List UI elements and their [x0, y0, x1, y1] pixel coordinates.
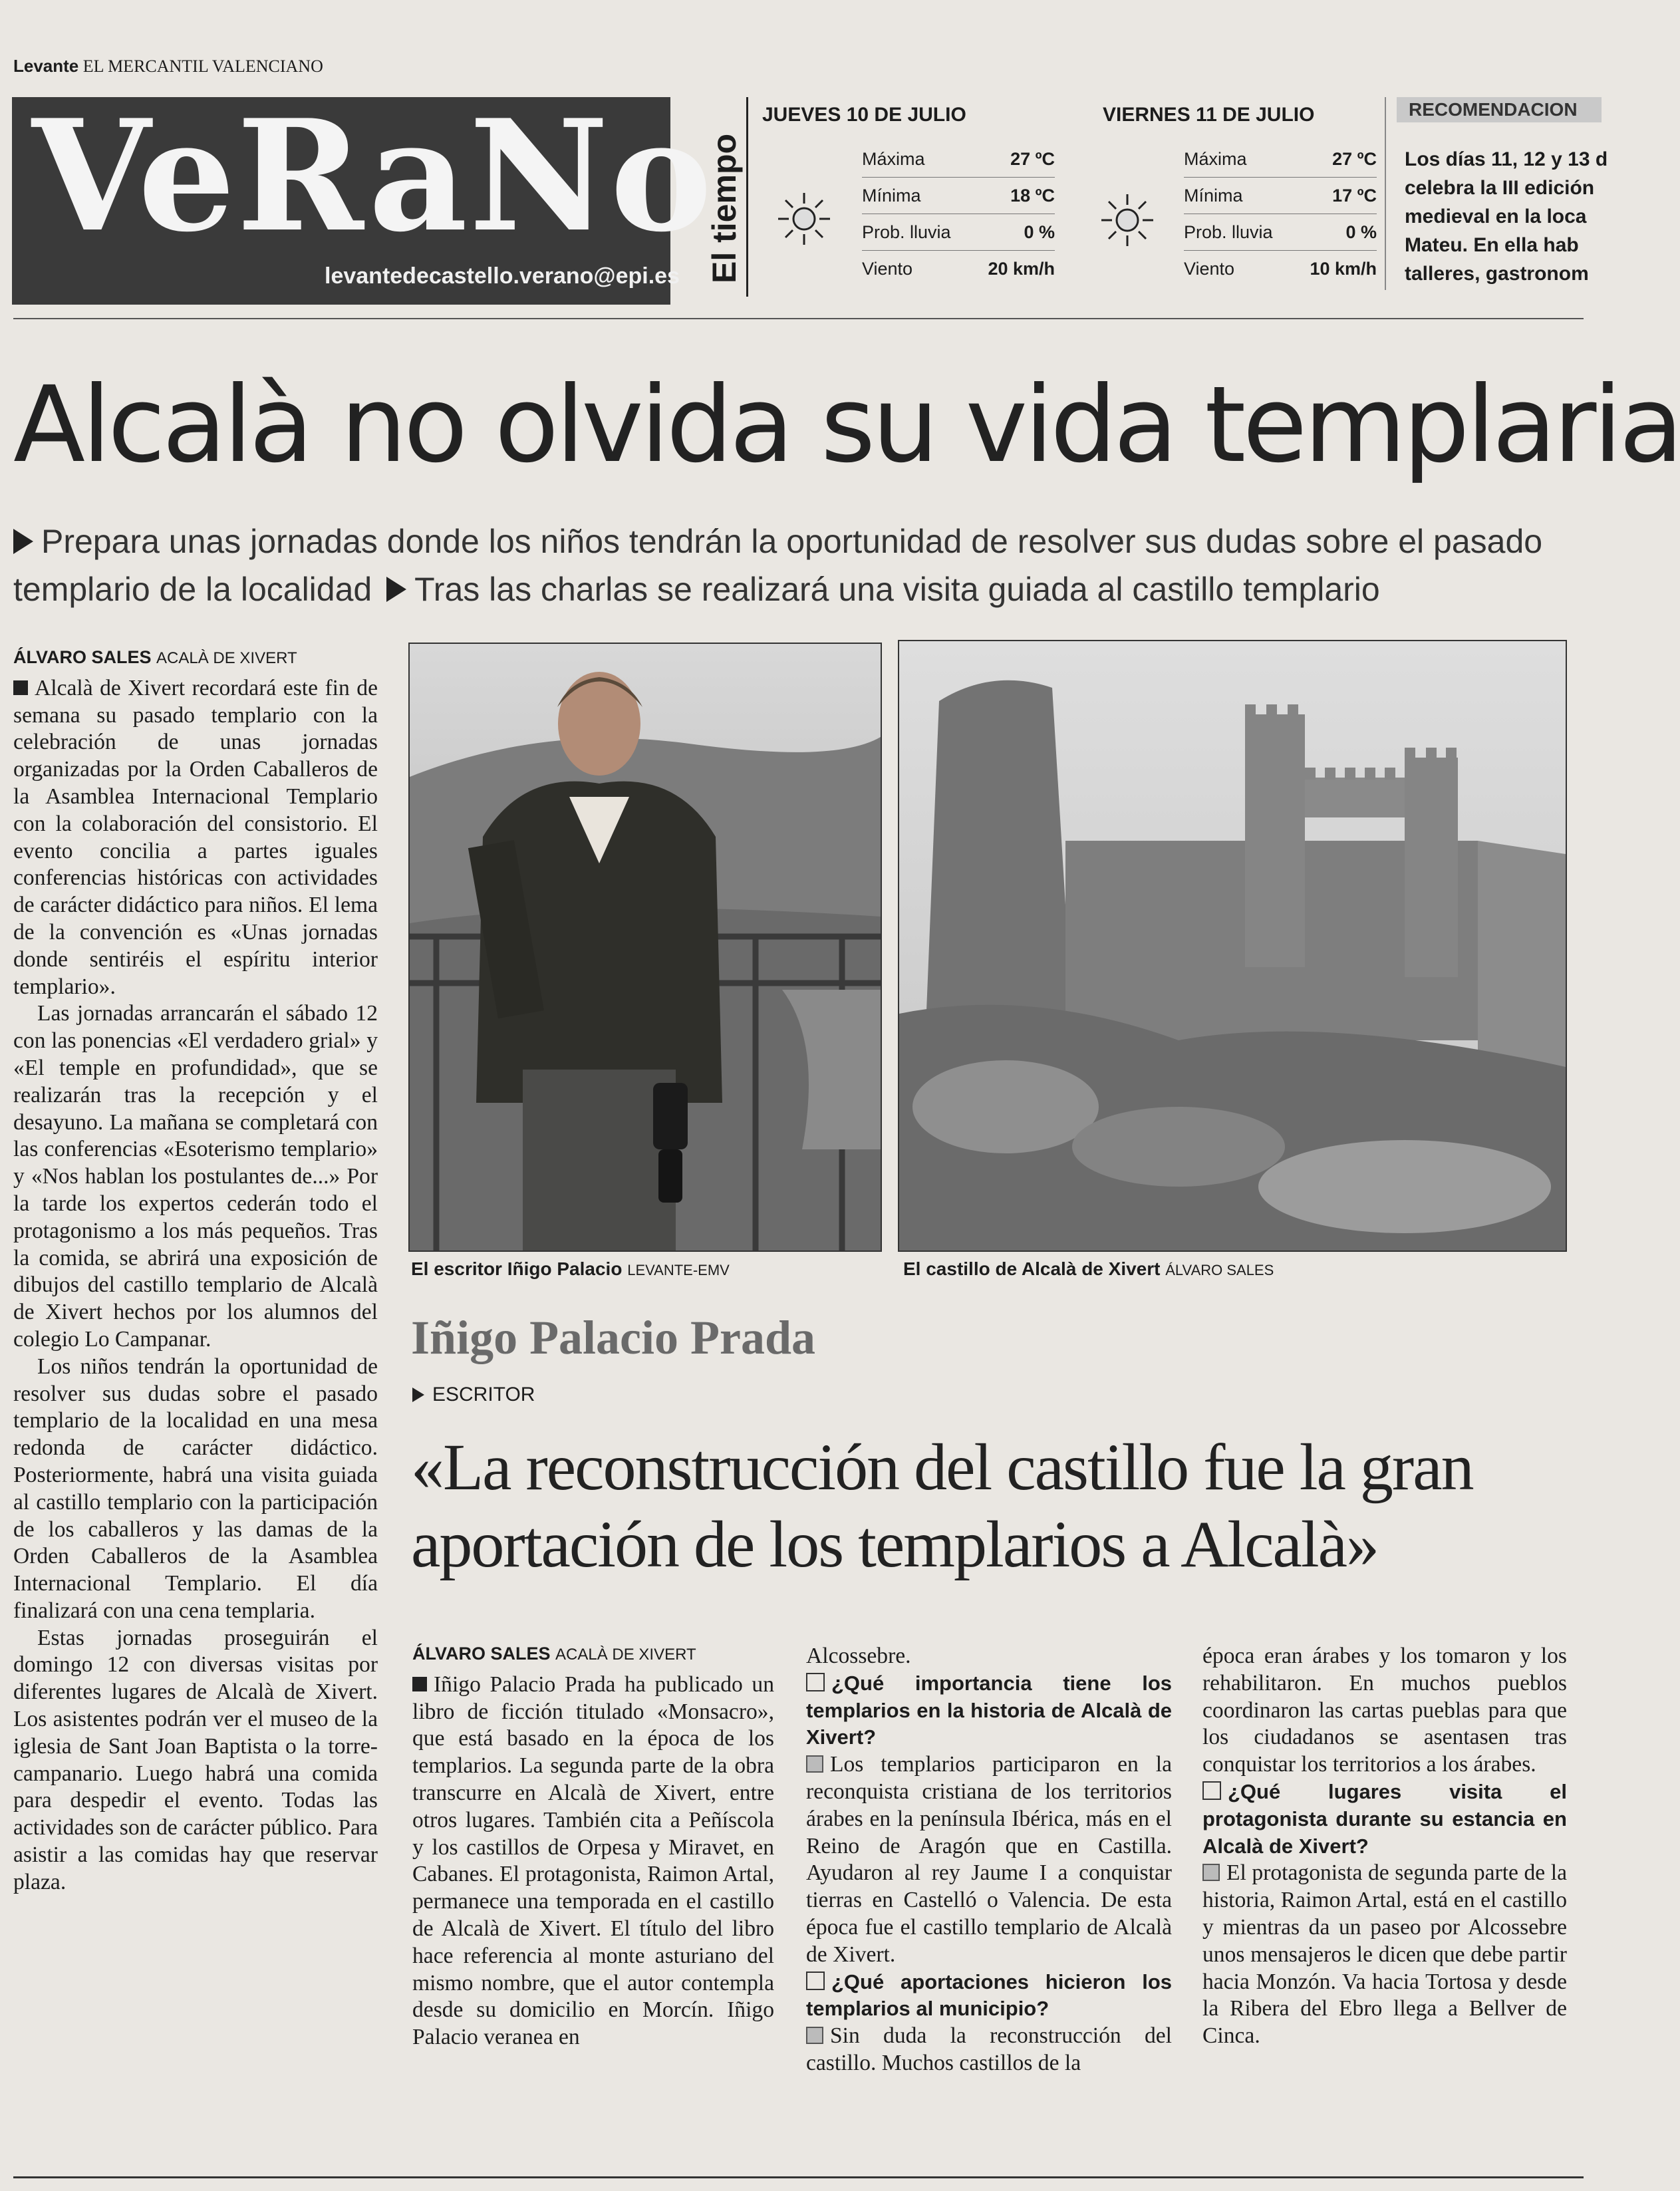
section-title: VeRaNo — [32, 86, 714, 266]
bottom-rule — [13, 2176, 1584, 2178]
article-paragraph: Los niños tendrán la oportunidad de resolver sus dudas sobre el pasado templario de la localidad en una mesa redonda de carácter didáctico. Posteriormente, habrá una visita guiada al castillo templario con la participación de los caballeros y las damas de la Orden Caballeros de la Asamblea Internacional Templario. El día finalizará con una cena templaria. — [13, 1354, 378, 1623]
weather-day-1-table — [862, 141, 1055, 287]
weather-row-value: 17 ºC — [1332, 185, 1377, 206]
answer-marker-icon — [806, 1755, 823, 1773]
weather-row-label: Mínima — [862, 185, 921, 206]
article-paragraph — [13, 675, 378, 1001]
weather-row-min — [1184, 178, 1377, 214]
subhead-part-1: Prepara unas jornadas donde los niños tendrán la oportunidad de resolver sus dudas sobre el pasado templario de la localidad — [13, 523, 1543, 608]
byline-location: ACALÀ DE XIVERT — [156, 649, 297, 667]
photo-writer — [408, 643, 882, 1252]
continuation-text: Alcossebre. — [806, 1644, 911, 1668]
recommendations-line: medieval en la loca — [1405, 206, 1587, 227]
recommendations-line: talleres, gastronom — [1405, 263, 1589, 285]
masthead-brand: Levante — [13, 56, 79, 76]
byline-location: ACALÀ DE XIVERT — [555, 1646, 696, 1664]
article-paragraph: Estas jornadas proseguirán el domingo 12 con diversas visitas por diferentes lugares de Alcalà de Xivert. Los asistentes podrán ver el museo de la iglesia de Sant Joan Baptista o la torre-campanario. Luego habrá una comida para despedir el evento. Todas las actividades son de carácter público. Para asistir a las comidas hay que reservar plaza. — [13, 1625, 378, 1894]
section-email: levantedecastello.verano@epi.es — [325, 263, 680, 289]
weather-row-rain — [1184, 214, 1377, 251]
interviewee-name: Iñigo Palacio Prada — [411, 1311, 815, 1364]
article-headline: Alcalà no olvida su vida templaria — [13, 364, 1680, 486]
sun-icon — [1099, 192, 1156, 249]
recommendations-divider — [1385, 97, 1386, 290]
weather-row-min — [862, 178, 1055, 214]
weather-row-max — [1184, 141, 1377, 178]
arrow-icon — [13, 529, 33, 554]
weather-row-label: Viento — [862, 258, 913, 279]
weather-row-max — [862, 141, 1055, 178]
question-text: ¿Qué importancia tiene los templarios en la historia de Alcalà de Xivert? — [806, 1671, 1172, 1749]
weather-row-label: Máxima — [862, 148, 925, 169]
answer-marker-icon — [806, 2027, 823, 2044]
weather-day-2-table — [1184, 141, 1377, 287]
recommendations-title: RECOMENDACION — [1397, 97, 1602, 122]
recommendations-line: Mateu. En ella hab — [1405, 234, 1579, 256]
photo-castle — [898, 640, 1567, 1252]
weather-row-label: Viento — [1184, 258, 1235, 279]
article-body — [13, 644, 378, 1896]
caption-text: El escritor Iñigo Palacio — [411, 1258, 623, 1279]
photo-castle-caption — [903, 1258, 1274, 1280]
interview-answer-3 — [1202, 1860, 1567, 2050]
answer-text: Sin duda la reconstrucción del castillo. Muchos castillos de la — [806, 2023, 1172, 2075]
weather-row-value: 0 % — [1024, 221, 1055, 242]
weather-row-value: 27 ºC — [1332, 148, 1377, 169]
paragraph-marker-icon — [13, 680, 28, 695]
interview-quote: «La reconstrucción del castillo fue la gran aportación de los templarios a Alcalà» — [411, 1430, 1473, 1581]
interview-question-2 — [806, 1969, 1172, 2023]
sun-icon — [775, 190, 833, 247]
interview-answer-2 — [806, 2023, 1172, 2077]
answer-marker-icon — [1202, 1864, 1220, 1881]
intro-text: Iñigo Palacio Prada ha publicado un libro de ficción titulado «Monsacro», que está basado en la época de los templarios. La segunda parte de la obra transcurre en Alcalà de Xivert, entre otros lugares. También cita a Peñíscola y los castillos de Orpesa y Miravet, en Cabanes. El protagonista, Raimon Artal, permanece una temporada en el castillo de Alcalà de Xivert. El título del libro hace referencia al monte asturiano del mismo nombre, que el autor contempla desde su domicilio en Morcín. Iñigo Palacio veranea en — [412, 1672, 774, 2050]
continuation-text: época eran árabes y los tomaron y los rehabilitaron. En muchos pueblos coordinaron las cartas pueblas para que los ciudadanos se asentasen tras conquistar los territorios a los árabes. — [1202, 1644, 1567, 1777]
castle-photo-image — [899, 641, 1566, 1250]
writer-photo-image — [410, 644, 881, 1250]
weather-day-2-title: VIERNES 11 DE JULIO — [1103, 104, 1315, 126]
article-paragraph: Las jornadas arrancarán el sábado 12 con las ponencias «El verdadero grial» y «El temple en profundidad», que se realizarán tras la recepción y el desayuno. La mañana se completará con las conferencias «Esoterismo templario» y «Nos hablan los postulantes de...» Por la tarde los expertos cederán todo el protagonismo a los más pequeños. Tras la comida, se abrirá una exposición de dibujos del castillo templario de Alcalà de Xivert hechos por los alumnos del colegio Lo Campanar. — [13, 1001, 378, 1352]
subhead-part-2: Tras las charlas se realizará una visita guiada al castillo templario — [414, 571, 1380, 608]
paragraph-marker-icon — [412, 1677, 427, 1691]
caption-credit: ÁLVARO SALES — [1165, 1262, 1274, 1278]
weather-row-label: Prob. lluvia — [1184, 221, 1273, 242]
weather-row-wind — [862, 251, 1055, 287]
arrow-icon — [412, 1388, 424, 1402]
weather-row-value: 20 km/h — [988, 258, 1055, 279]
weather-divider — [746, 97, 748, 297]
answer-text: Los templarios participaron en la reconquista cristiana de los territorios árabes en la península Ibérica, más en el Reino de Aragón que en Castilla. Ayudaron al rey Jaume I a conquistar tierras en Castelló o Valencia. De esta época fue el castillo templario de Alcalà de Xivert. — [806, 1752, 1172, 1967]
answer-text: El protagonista de segunda parte de la historia, Raimon Artal, está en el castillo y mientras da un paseo por Alcossebre unos mensajeros le dicen que debe partir hacia Monzón. Va hacia Tortosa y desde la Ribera del Ebro llega a Bellver de Cinca. — [1202, 1860, 1567, 2049]
question-text: ¿Qué aportaciones hicieron los templarios al municipio? — [806, 1970, 1172, 2021]
byline-author: ÁLVARO SALES — [13, 647, 152, 667]
weather-row-value: 10 km/h — [1310, 258, 1377, 279]
interview-col-2 — [806, 1643, 1172, 2077]
interview-intro — [412, 1672, 774, 2051]
question-marker-icon — [806, 1972, 825, 1990]
question-marker-icon — [1202, 1781, 1221, 1800]
recommendations-line: celebra la III edición — [1405, 177, 1595, 199]
top-rule — [13, 318, 1584, 319]
article-byline — [13, 644, 378, 672]
recommendations-line: Los días 11, 12 y 13 d — [1405, 148, 1608, 170]
arrow-icon — [386, 577, 406, 602]
masthead — [13, 56, 323, 76]
weather-row-rain — [862, 214, 1055, 251]
caption-text: El castillo de Alcalà de Xivert — [903, 1258, 1161, 1279]
interview-col-3 — [1202, 1643, 1567, 2050]
article-subhead — [13, 517, 1563, 613]
weather-day-1-title: JUEVES 10 DE JULIO — [762, 104, 966, 126]
caption-credit: LEVANTE-EMV — [627, 1262, 730, 1278]
interview-question-1 — [806, 1670, 1172, 1751]
weather-row-value: 0 % — [1345, 221, 1377, 242]
interviewee-role — [412, 1384, 535, 1406]
role-text: ESCRITOR — [432, 1384, 535, 1405]
weather-row-value: 27 ºC — [1010, 148, 1055, 169]
weather-label-text: El tiempo — [706, 133, 743, 283]
masthead-brand-sub: EL MERCANTIL VALENCIANO — [82, 57, 323, 76]
weather-row-label: Máxima — [1184, 148, 1247, 169]
weather-row-label: Mínima — [1184, 185, 1243, 206]
byline-author: ÁLVARO SALES — [412, 1644, 551, 1664]
weather-label — [700, 117, 741, 283]
weather-row-wind — [1184, 251, 1377, 287]
interview-answer-1 — [806, 1751, 1172, 1968]
question-text: ¿Qué lugares visita el protagonista durante su estancia en Alcalà de Xivert? — [1202, 1779, 1567, 1858]
interview-byline — [412, 1640, 774, 1669]
weather-row-label: Prob. lluvia — [862, 221, 951, 242]
photo-writer-caption — [411, 1258, 730, 1280]
interview-col-1 — [412, 1640, 774, 2051]
weather-row-value: 18 ºC — [1010, 185, 1055, 206]
interview-question-3 — [1202, 1779, 1567, 1860]
question-marker-icon — [806, 1673, 825, 1691]
paragraph-text: Alcalà de Xivert recordará este fin de semana su pasado templario con la celebración de unas jornadas organizadas por la Orden Caballeros de la Asamblea Internacional Templario con la colaboración del consistorio. El evento concilia a partes iguales conferencias históricas con actividades de carácter didáctico para niños. El lema de la convención es «Unas jornadas donde sentiréis el espíritu interior templario». — [13, 675, 378, 999]
recommendations-text — [1405, 145, 1608, 288]
